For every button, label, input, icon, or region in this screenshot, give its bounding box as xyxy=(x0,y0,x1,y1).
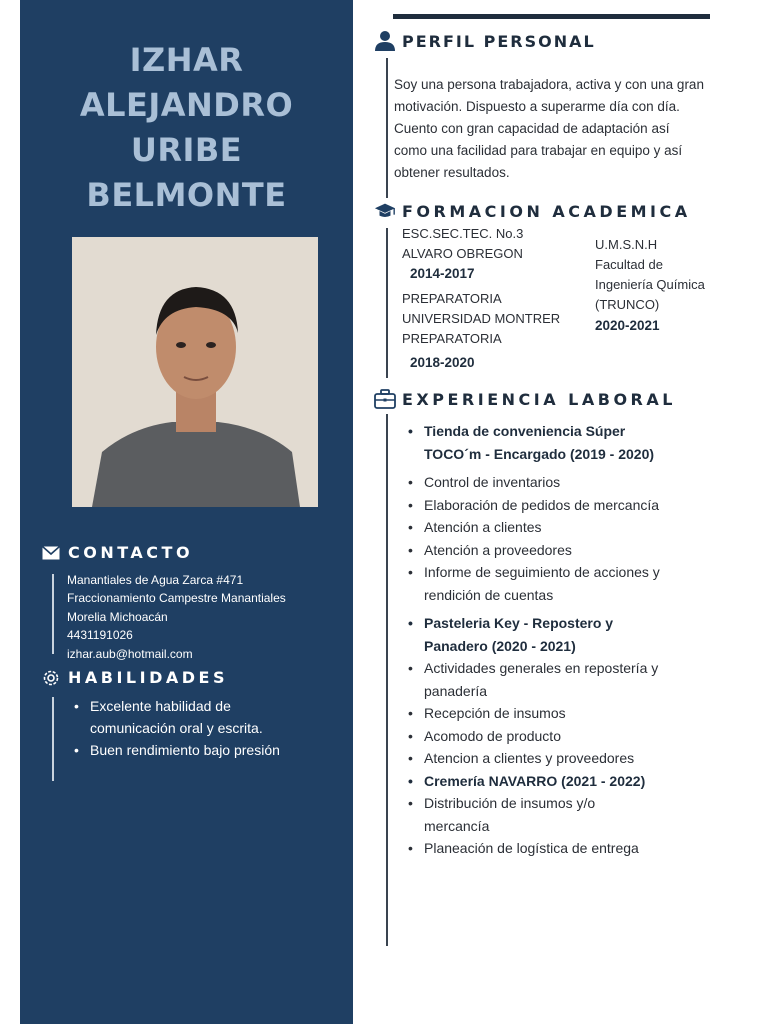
school-2-years: 2018-2020 xyxy=(410,355,475,370)
skills-list xyxy=(72,695,312,761)
email[interactable]: izhar.aub@hotmail.com xyxy=(67,646,193,661)
perfil-title: PERFIL PERSONAL xyxy=(402,31,596,51)
school-1 xyxy=(402,224,582,264)
list-item: • Informe de seguimiento de acciones y rendición de cuentas xyxy=(404,561,664,606)
briefcase-icon xyxy=(374,388,396,410)
contacto-heading xyxy=(42,543,193,562)
school-1-line-2: ALVARO OBREGON xyxy=(402,246,523,261)
address-line-2: Fraccionamiento Campestre Manantiales xyxy=(67,591,286,606)
school-2-line-1: PREPARATORIA xyxy=(402,291,502,306)
name-line: BELMONTE xyxy=(86,176,287,214)
perfil-text: Soy una persona trabajadora, activa y con una gran motivación. Dispuesto a superarme día con día. Cuento con gran capacidad de adaptación así como una facilidad para trabajar en equipo y así obtener resultados. xyxy=(394,77,704,180)
skills-divider xyxy=(52,697,54,781)
experiencia-title: EXPERIENCIA LABORAL xyxy=(402,389,676,409)
experience-list xyxy=(404,420,664,860)
job-title: • Tienda de conveniencia Súper TOCO´m - Encargado (2019 - 2020) xyxy=(404,420,664,465)
list-item: • Distribución de insumos y/o mercancía xyxy=(404,792,664,837)
school-2-line-3: PREPARATORIA xyxy=(402,331,502,346)
experiencia-divider xyxy=(386,414,388,946)
formacion-title: FORMACION ACADEMICA xyxy=(402,201,691,221)
list-item: • Excelente habilidad de comunicación oral y escrita. xyxy=(72,695,312,739)
school-3-line-4: (TRUNCO) xyxy=(595,297,660,312)
school-3 xyxy=(595,235,725,315)
job-title: • Pasteleria Key - Repostero y Panadero (2020 - 2021) xyxy=(404,612,664,657)
school-3-line-2: Facultad de xyxy=(595,257,663,272)
school-2-line-2: UNIVERSIDAD MONTRER xyxy=(402,311,561,326)
list-item: • Buen rendimiento bajo presión xyxy=(72,739,312,761)
profile-photo xyxy=(72,237,318,507)
sidebar xyxy=(20,0,353,1024)
list-item: • Atención a clientes xyxy=(404,516,664,539)
gear-icon xyxy=(42,669,60,687)
perfil-divider xyxy=(386,58,388,198)
city: Morelia Michoacán xyxy=(67,609,168,624)
user-icon xyxy=(374,30,396,52)
school-1-line-1: ESC.SEC.TEC. No.3 xyxy=(402,226,524,241)
list-item: • Elaboración de pedidos de mercancía xyxy=(404,494,664,517)
job-title: • Cremería NAVARRO (2021 - 2022) xyxy=(404,770,664,793)
list-item: • Atencion a clientes y proveedores xyxy=(404,747,664,770)
school-3-years: 2020-2021 xyxy=(595,318,660,333)
phone: 4431191026 xyxy=(67,628,133,643)
list-item: • Planeación de logística de entrega xyxy=(404,837,664,860)
school-3-line-3: Ingeniería Química xyxy=(595,277,705,292)
list-item: • Atención a proveedores xyxy=(404,539,664,562)
experiencia-heading xyxy=(374,388,676,410)
name-line: URIBE xyxy=(130,131,243,169)
address-line-1: Manantiales de Agua Zarca #471 xyxy=(67,573,244,587)
contact-list xyxy=(67,571,286,663)
formacion-divider xyxy=(386,228,388,378)
graduation-cap-icon xyxy=(374,200,396,222)
school-1-years: 2014-2017 xyxy=(410,266,475,281)
school-3-line-1: U.M.S.N.H xyxy=(595,237,658,252)
full-name xyxy=(20,38,353,218)
list-item: • Actividades generales en repostería y panadería xyxy=(404,657,664,702)
perfil-heading xyxy=(374,30,596,52)
envelope-icon xyxy=(42,544,60,562)
list-item: • Acomodo de producto xyxy=(404,725,664,748)
school-2 xyxy=(402,289,592,349)
name-line: ALEJANDRO xyxy=(79,86,294,124)
contacto-title: CONTACTO xyxy=(68,543,194,562)
formacion-heading xyxy=(374,200,691,222)
top-divider-bar xyxy=(393,14,710,19)
habilidades-title: HABILIDADES xyxy=(68,668,228,687)
name-line: IZHAR xyxy=(129,41,244,79)
contact-divider xyxy=(52,574,54,654)
habilidades-heading xyxy=(42,668,228,687)
list-item: • Control de inventarios xyxy=(404,471,664,494)
list-item: • Recepción de insumos xyxy=(404,702,664,725)
